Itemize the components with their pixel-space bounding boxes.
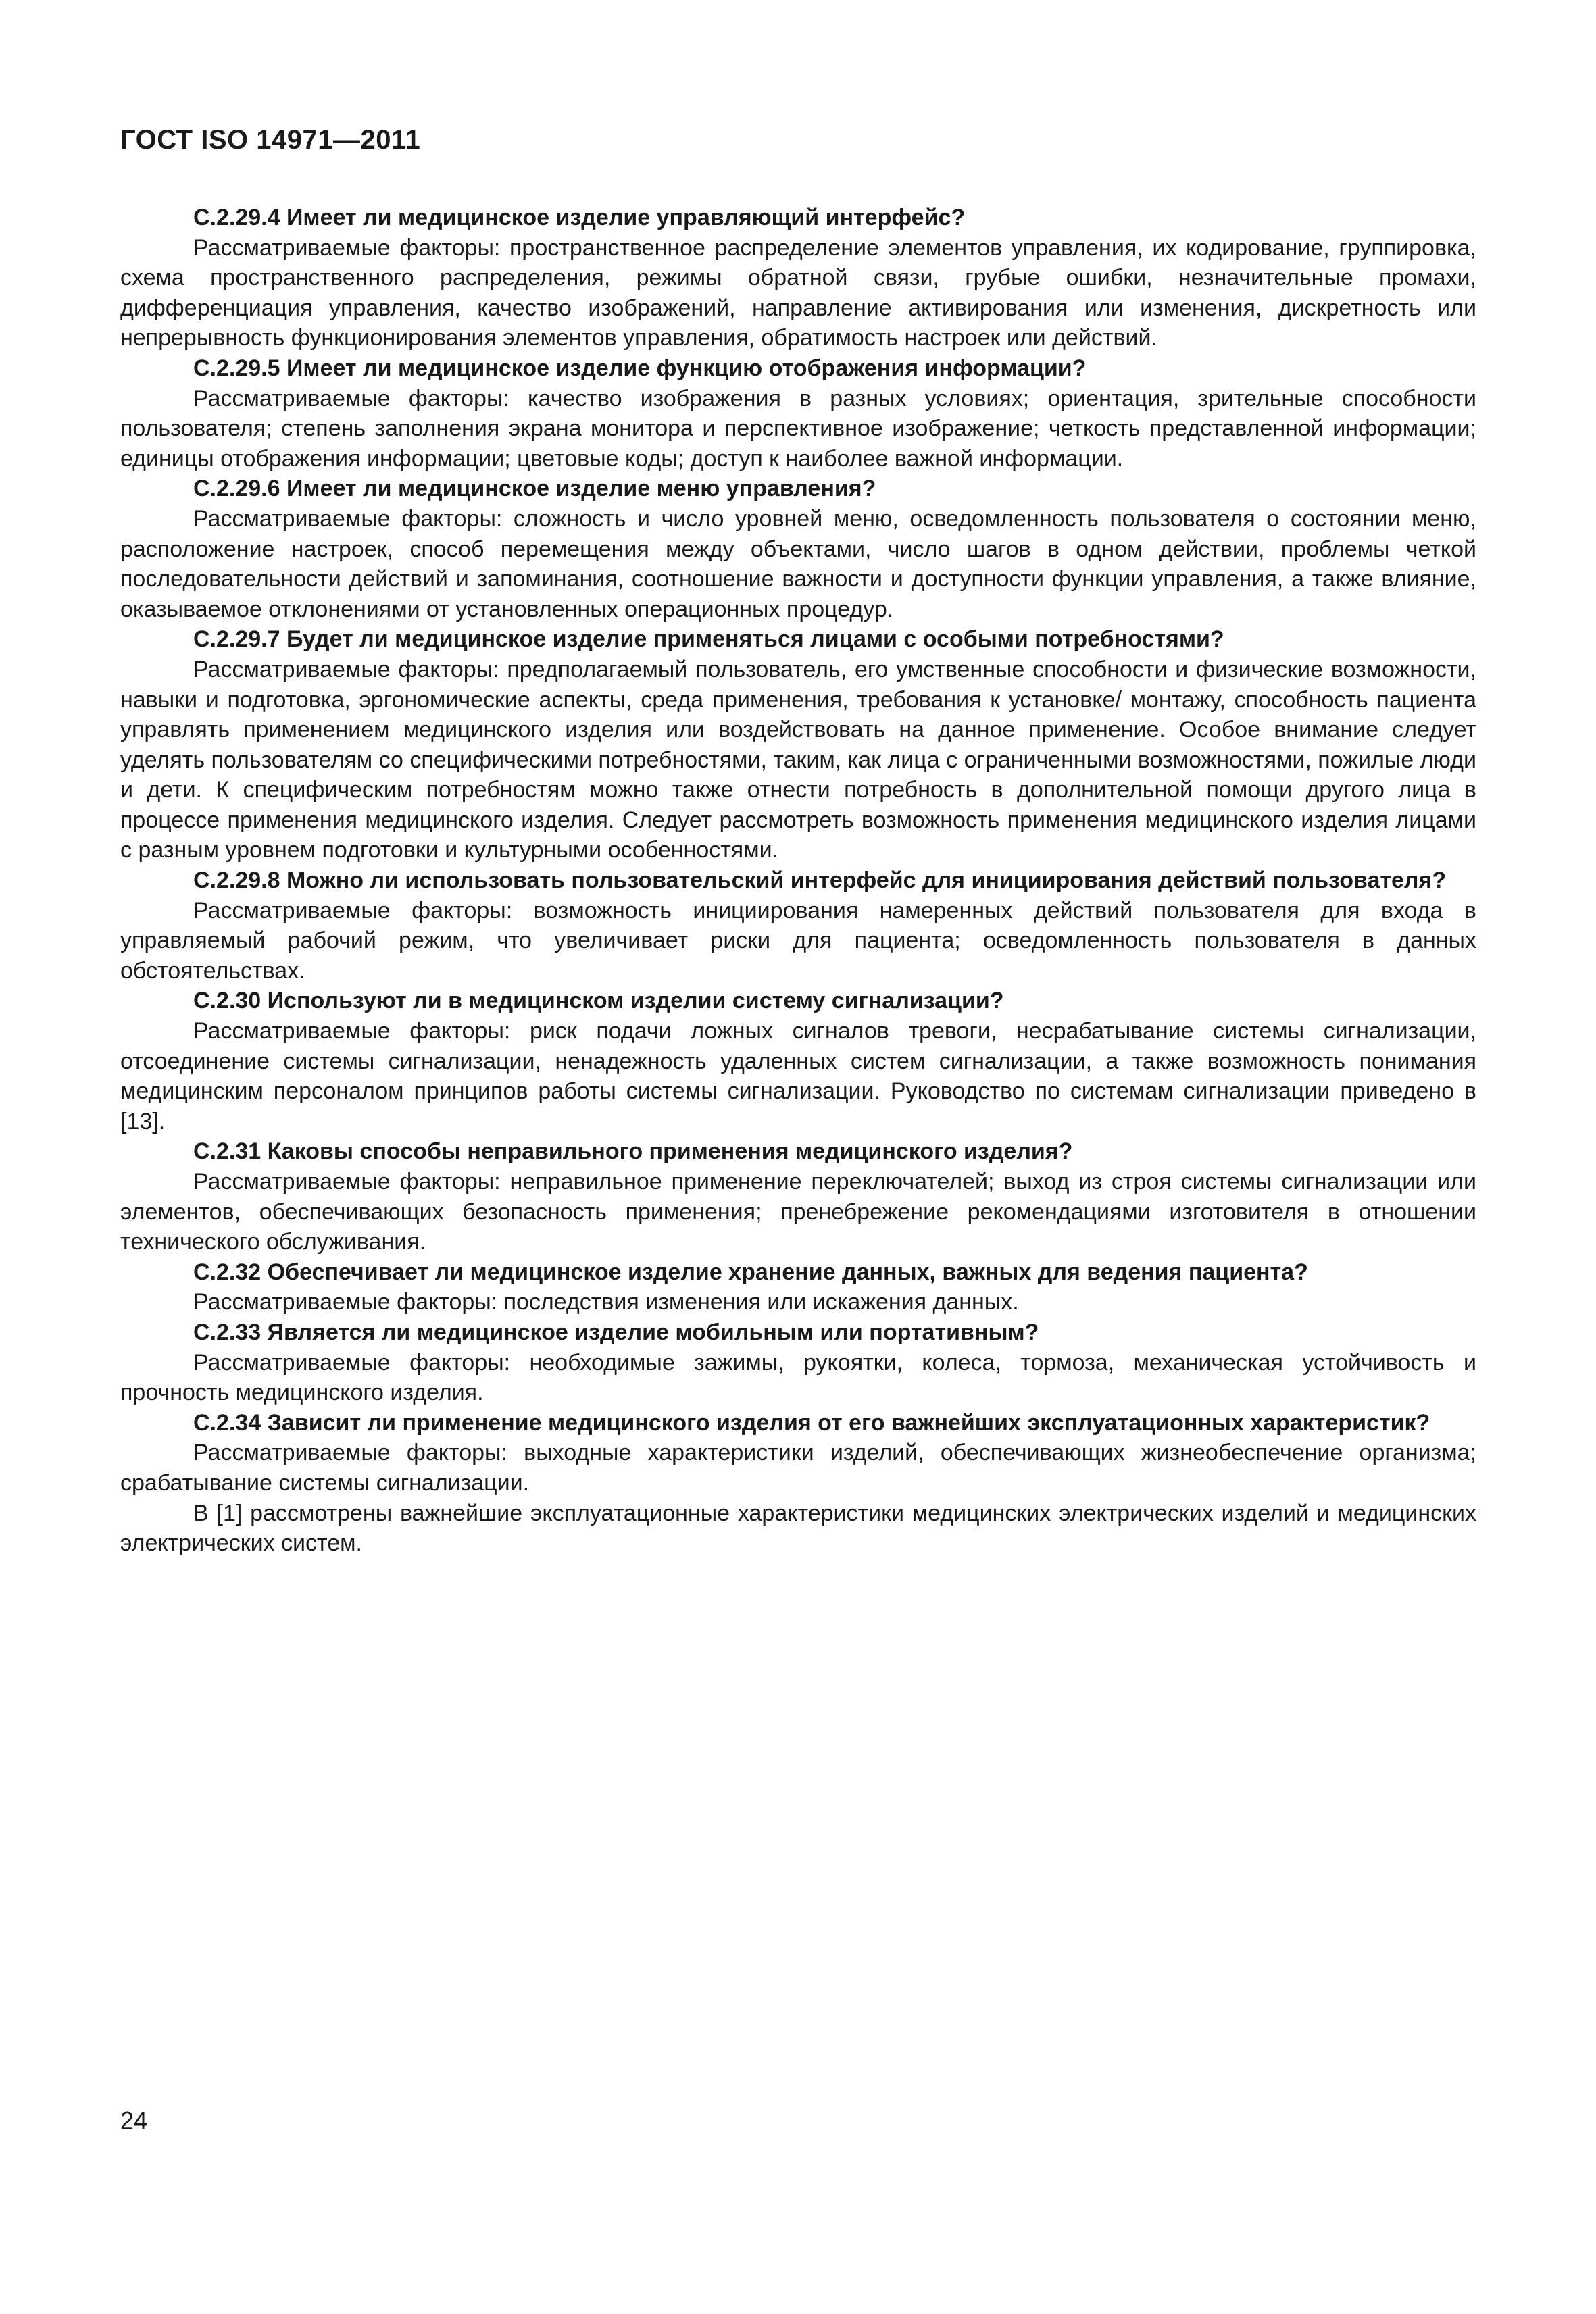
section-heading-c-2-29-5: С.2.29.5 Имеет ли медицинское изделие функцию отображения информации? xyxy=(193,355,1087,381)
section-heading-c-2-34: С.2.34 Зависит ли применение медицинского изделия от его важнейших эксплуатационных характеристик? xyxy=(193,1409,1430,1436)
document-header: ГОСТ ISO 14971—2011 xyxy=(120,125,421,155)
section-heading-c-2-32: С.2.32 Обеспечивает ли медицинское изделие хранение данных, важных для ведения пациента? xyxy=(193,1259,1308,1285)
section-heading-c-2-31: С.2.31 Каковы способы неправильного применения медицинского изделия? xyxy=(193,1138,1073,1165)
section-heading-c-2-29-4: С.2.29.4 Имеет ли медицинское изделие управляющий интерфейс? xyxy=(193,205,966,230)
section-heading-c-2-29-7: С.2.29.7 Будет ли медицинское изделие применяться лицами с особыми потребностями? xyxy=(193,626,1224,653)
page-number: 24 xyxy=(120,2107,148,2134)
section-body-c-2-32: Рассматриваемые факторы: последствия изменения или искажения данных. xyxy=(193,1289,1019,1315)
section-body-c-2-30: Рассматриваемые факторы: риск подачи ложных сигналов тревоги, несрабатывание системы сигнализации, отсоединение системы сигнализации, ненадежность удаленных систем сигнализации, а также возможность понимания медицинским персоналом принципов работы системы сигнализации. Руководство по системам сигнализации приведено в [13]. xyxy=(120,1018,1476,1134)
document-body xyxy=(120,203,1476,1559)
section-body-c-2-29-6: Рассматриваемые факторы: сложность и число уровней меню, осведомленность пользователя о состоянии меню, расположение настроек, способ перемещения между объектами, число шагов в одном действии, проблемы четкой последовательности действий и запоминания, соотношение важности и доступности функции управления, а также влияние, оказываемое отклонениями от установленных операционных процедур. xyxy=(120,505,1476,622)
section-body-c-2-31: Рассматриваемые факторы: неправильное применение переключателей; выход из строя системы сигнализации или элементов, обеспечивающих безопасность применения; пренебрежение рекомендациями изготовителя в отношении технического обслуживания. xyxy=(120,1169,1476,1255)
section-heading-c-2-29-6: С.2.29.6 Имеет ли медицинское изделие меню управления? xyxy=(193,476,876,502)
section-body-c-2-29-5: Рассматриваемые факторы: качество изображения в разных условиях; ориентация, зрительные способности пользователя; степень заполнения экрана монитора и перспективное изображение; четкость представленной информации; единицы отображения информации; цветовые коды; доступ к наиболее важной информации. xyxy=(120,385,1476,472)
section-heading-c-2-30: С.2.30 Используют ли в медицинском изделии систему сигнализации? xyxy=(193,988,1004,1014)
section-heading-c-2-33: С.2.33 Является ли медицинское изделие мобильным или портативным? xyxy=(193,1319,1039,1345)
section-body-reference: В [1] рассмотрены важнейшие эксплуатационные характеристики медицинских электрических изделий и медицинских электрических систем. xyxy=(120,1500,1476,1557)
section-body-c-2-33: Рассматриваемые факторы: необходимые зажимы, рукоятки, колеса, тормоза, механическая устойчивость и прочность медицинского изделия. xyxy=(120,1349,1476,1406)
section-body-c-2-29-7: Рассматриваемые факторы: предполагаемый пользователь, его умственные способности и физические возможности, навыки и подготовка, эргономические аспекты, среда применения, требования к установке/ монтажу, способность пациента управлять применением медицинского изделия или воздействовать на данное применение. Особое внимание следует уделять пользователям со специфическими потребностями, таким, как лица с ограниченными возможностями, пожилые люди и дети. К специфическим потребностям можно также отнести потребность в дополнительной помощи другого лица в процессе применения медицинского изделия. Следует рассмотреть возможность применения медицинского изделия лицами с разным уровнем подготовки и культурными особенностями. xyxy=(120,656,1476,863)
section-body-c-2-29-8: Рассматриваемые факторы: возможность инициирования намеренных действий пользователя для входа в управляемый рабочий режим, что увеличивает риски для пациента; осведомленность пользователя в данных обстоятельствах. xyxy=(120,897,1476,984)
section-body-c-2-29-4: Рассматриваемые факторы: пространственное распределение элементов управления, их кодирование, группировка, схема пространственного распределения, режимы обратной связи, грубые ошибки, незначительные промахи, дифференциация управления, качество изображений, направление активирования или изменения, дискретность или непрерывность функционирования элементов управления, обратимость настроек или действий. xyxy=(120,234,1476,351)
section-heading-c-2-29-8: С.2.29.8 Можно ли использовать пользовательский интерфейс для инициирования действий пользователя? xyxy=(193,867,1447,894)
section-body-c-2-34: Рассматриваемые факторы: выходные характеристики изделий, обеспечивающих жизнеобеспечение организма; срабатывание системы сигнализации. xyxy=(120,1440,1476,1496)
